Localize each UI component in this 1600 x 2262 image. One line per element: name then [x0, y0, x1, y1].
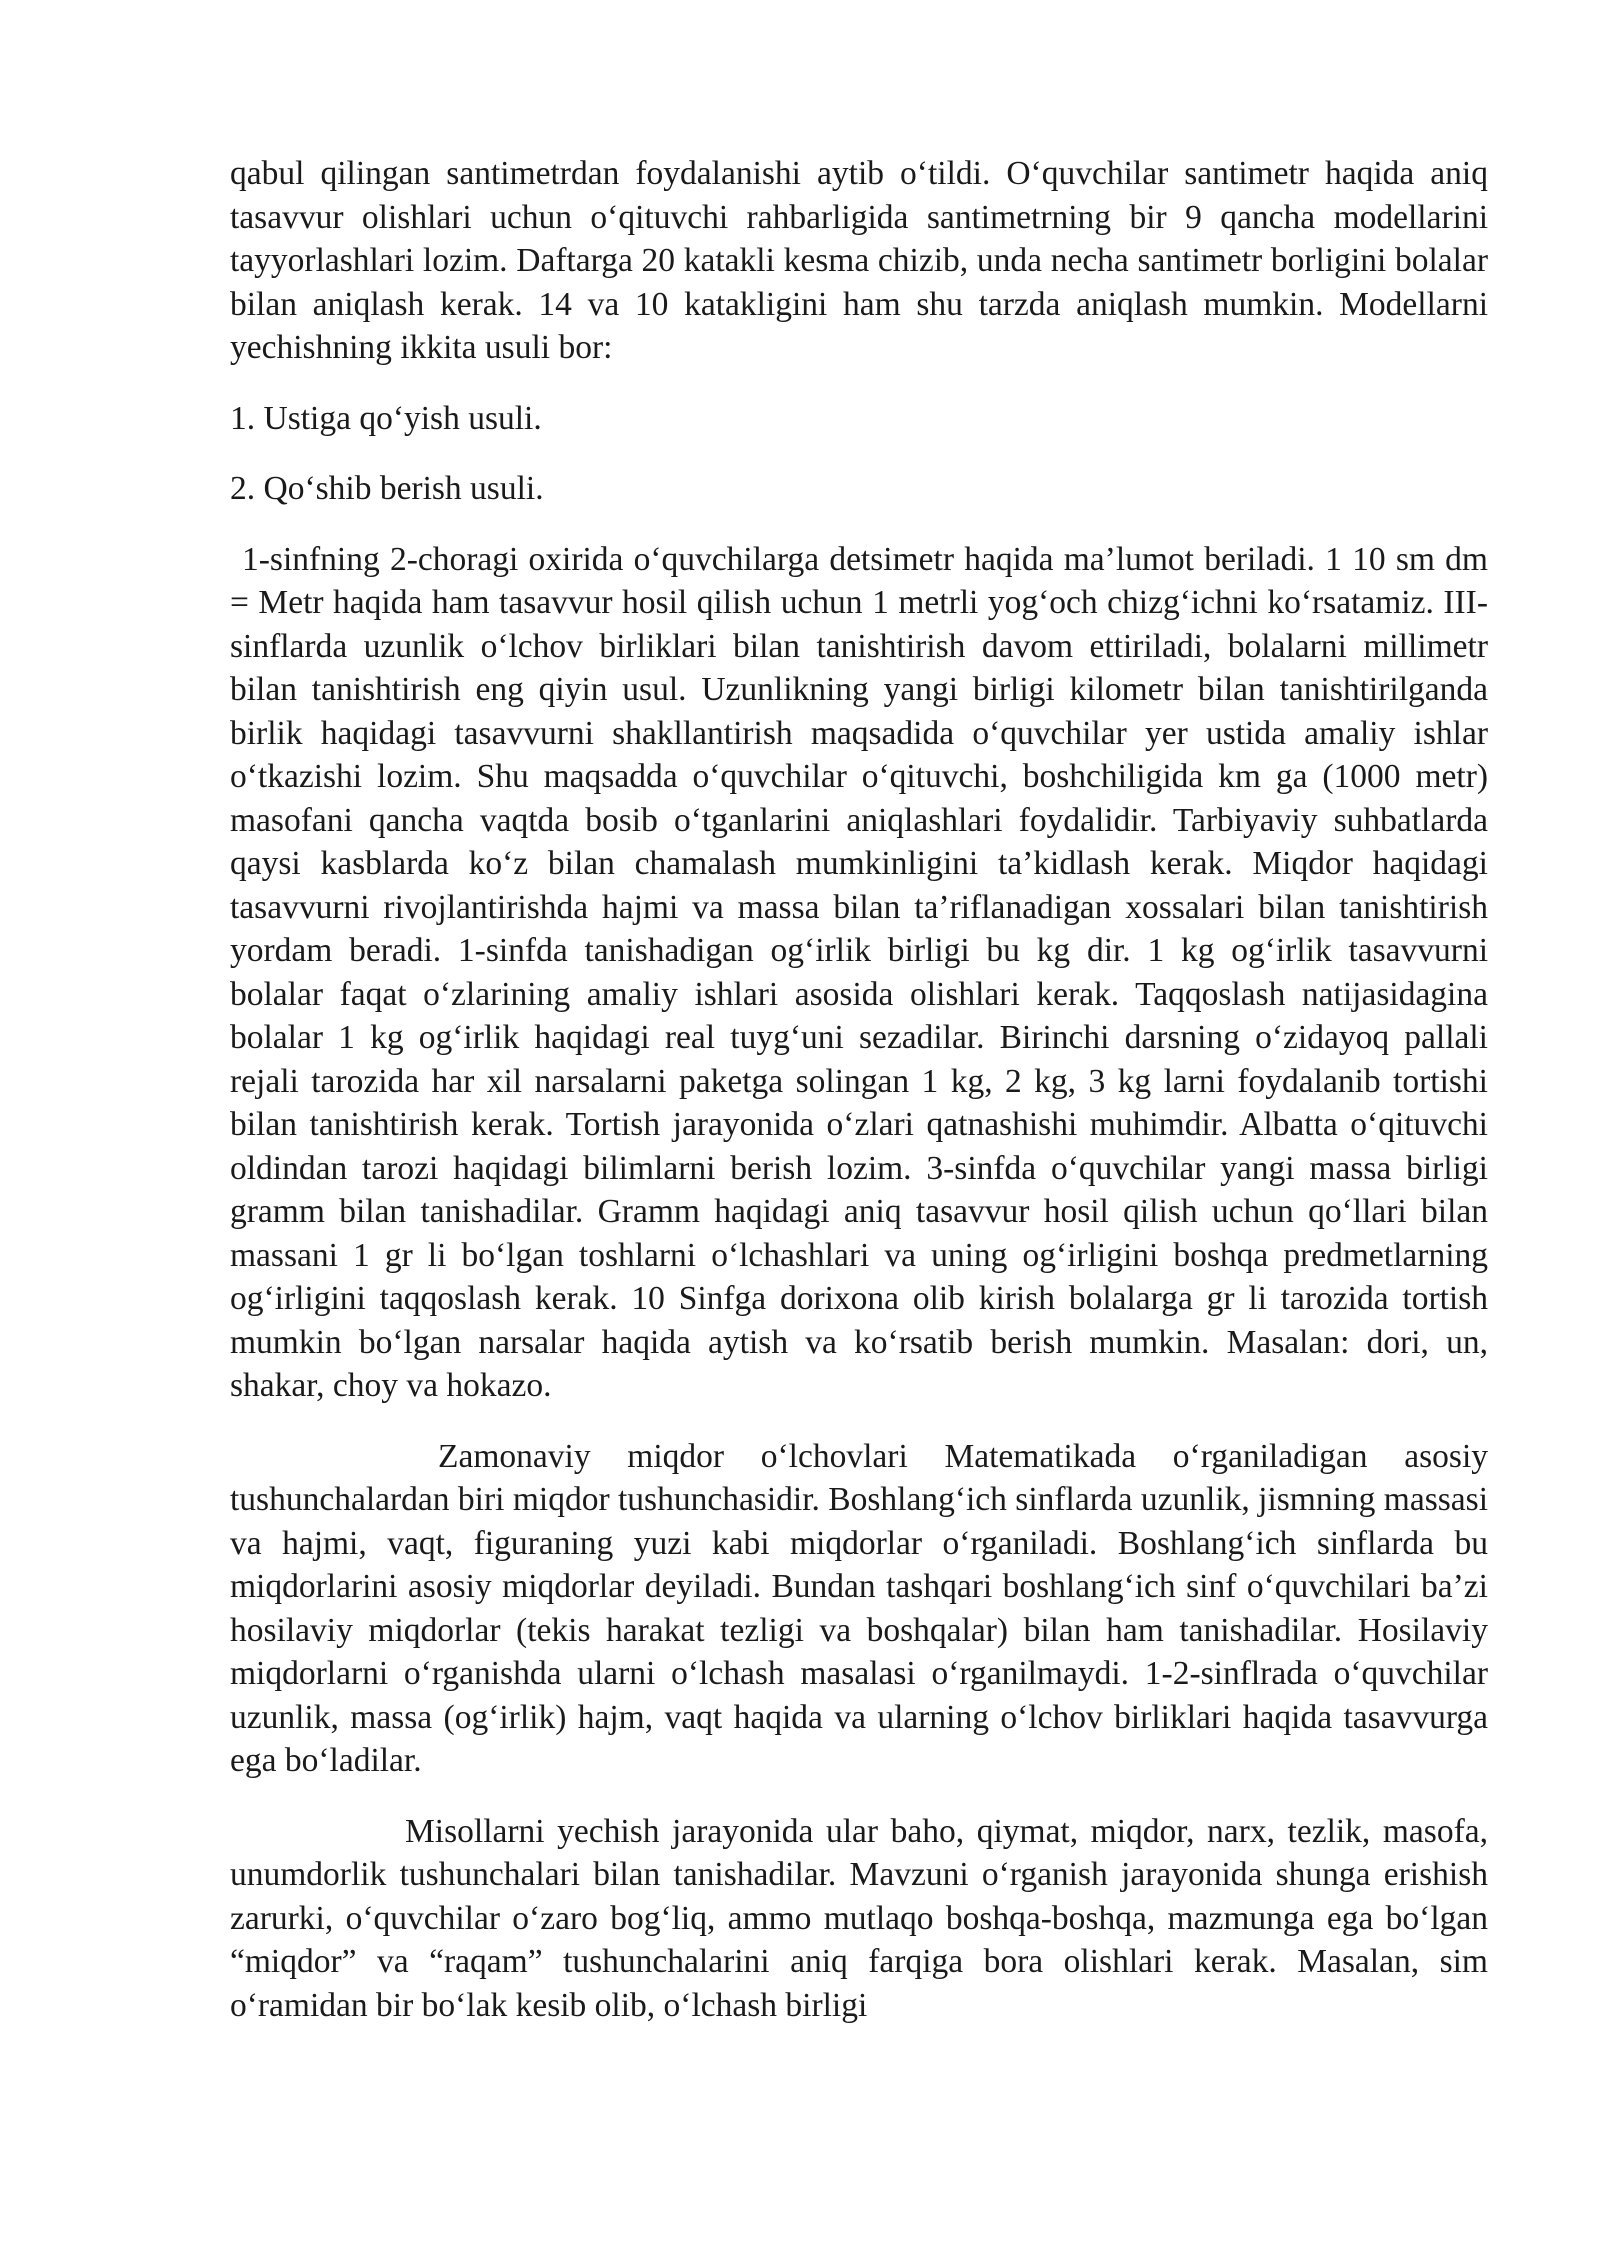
- paragraph-intro: qabul qilingan santimetrdan foydalanishi aytib o‘tildi. O‘quvchilar santimetr haqida aniq tasavvur olishlari uchun o‘qituvchi rahbarligida santimetrning bir 9 qancha modellarini tayyorlashlari lozim. Daftarga 20 katakli kesma chizib, unda necha santimetr borligini bolalar bilan aniqlash kerak. 14 va 10 katakligini ham shu tarzda aniqlash mumkin. Modellarni yechishning ikkita usuli bor:: [230, 155, 1488, 366]
- paragraph-modern-measures: Zamonaviy miqdor o‘lchovlari Matematikada o‘rganiladigan asosiy tushunchalardan biri miqdor tushunchasidir. Boshlang‘ich sinflarda uzunlik, jismning massasi va hajmi, vaqt, figuraning yuzi kabi miqdorlar o‘rganiladi. Boshlang‘ich sinflarda bu miqdorlarini asosiy miqdorlar deyiladi. Bundan tashqari boshlang‘ich sinf o‘quvchilari ba’zi hosilaviy miqdorlar (tekis harakat tezligi va boshqalar) bilan ham tanishadilar. Hosilaviy miqdorlarni o‘rganishda ularni o‘lchash masalasi o‘rganilmaydi. 1-2-sinflrada o‘quvchilar uzunlik, massa (og‘irlik) hajm, vaqt haqida va ularning o‘lchov birliklari haqida tasavvurga ega bo‘ladilar.: [230, 1437, 1488, 1779]
- document-body: [230, 152, 1488, 2054]
- paragraph-examples: Misollarni yechish jarayonida ular baho, qiymat, miqdor, narx, tezlik, masofa, unumdorlik tushunchalari bilan tanishadilar. Mavzuni o‘rganish jarayonida shunga erishish zarurki, o‘quvchilar o‘zaro bog‘liq, ammo mutlaqo boshqa-boshqa, mazmunga ega bo‘lgan “miqdor” va “raqam” tushunchalarini aniq farqiga bora olishlari kerak. Masalan, sim o‘ramidan bir bo‘lak kesib olib, o‘lchash birligi: [230, 1812, 1488, 2024]
- list-item-method-1: 1. Ustiga qo‘yish usuli.: [230, 399, 542, 437]
- paragraph-measurement-units: 1-sinfning 2-choragi oxirida o‘quvchilarga detsimetr haqida ma’lumot beriladi. 1 10 sm dm = Metr haqida ham tasavvur hosil qilish uchun 1 metrli yog‘och chizg‘ichni ko‘rsatamiz. III-sinflarda uzunlik o‘lchov birliklari bilan tanishtirish davom ettiriladi, bolalarni millimetr bilan tanishtirish eng qiyin usul. Uzunlikning yangi birligi kilometr bilan tanishtirilganda birlik haqidagi tasavvurni shakllantirish maqsadida o‘quvchilar yer ustida amaliy ishlar o‘tkazishi lozim. Shu maqsadda o‘quvchilar o‘qituvchi, boshchiligida km ga (1000 metr) masofani qancha vaqtda bosib o‘tganlarini aniqlashlari foydalidir. Tarbiyaviy suhbatlarda qaysi kasblarda ko‘z bilan chamalash mumkinligini ta’kidlash kerak. Miqdor haqidagi tasavvurni rivojlantirishda hajmi va massa bilan ta’riflanadigan xossalari bilan tanishtirish yordam beradi. 1-sinfda tanishadigan og‘irlik birligi bu kg dir. 1 kg og‘irlik tasavvurni bolalar faqat o‘zlarining amaliy ishlari asosida olishlari kerak. Taqqoslash natijasidagina bolalar 1 kg og‘irlik haqidagi real tuyg‘uni sezadilar. Birinchi darsning o‘zidayoq pallali rejali tarozida har xil narsalarni paketga solingan 1 kg, 2 kg, 3 kg larni foydalanib tortishi bilan tanishtirish kerak. Tortish jarayonida o‘zlari qatnashishi muhimdir. Albatta o‘qituvchi oldindan tarozi haqidagi bilimlarni berish lozim. 3-sinfda o‘quvchilar yangi massa birligi gramm bilan tanishadilar. Gramm haqidagi aniq tasavvur hosil qilish uchun qo‘llari bilan massani 1 gr li bo‘lgan toshlarni o‘lchashlari va uning og‘irligini boshqa predmetlarning og‘irligini taqqoslash kerak. 10 Sinfga dorixona olib kirish bolalarga gr li tarozida tortish mumkin bo‘lgan narsalar haqida aytish va ko‘rsatib berish mumkin. Masalan: dori, un, shakar, choy va hokazo.: [230, 540, 1488, 1404]
- list-item-method-2: 2. Qo‘shib berish usuli.: [230, 470, 544, 507]
